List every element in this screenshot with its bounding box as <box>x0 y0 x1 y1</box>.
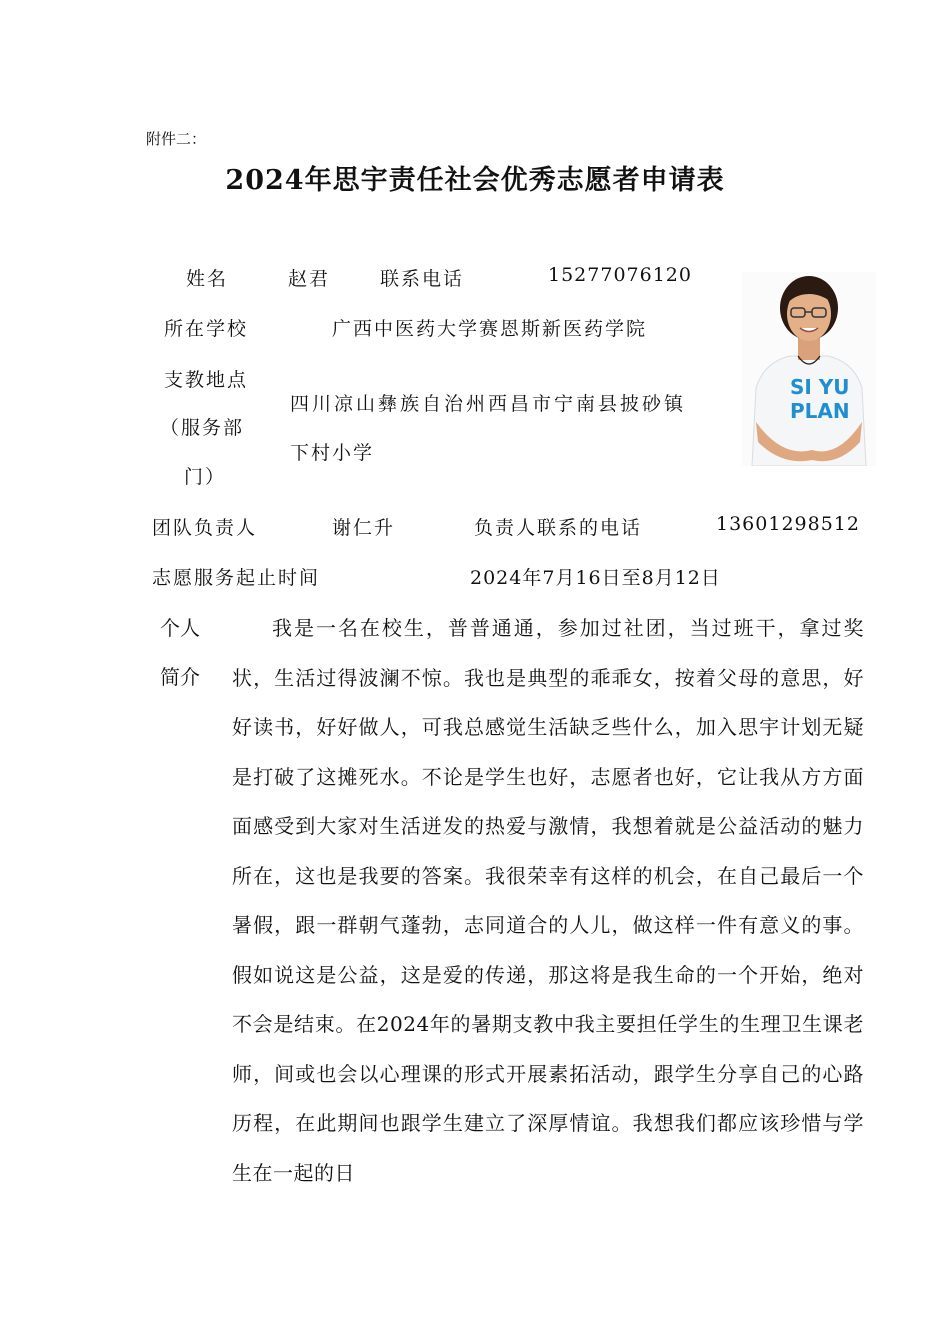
shirt-text-top: SI YU <box>790 375 850 399</box>
leader-value: 谢仁升 <box>332 517 396 539</box>
phone-value: 15277076120 <box>548 264 692 286</box>
name-value: 赵君 <box>288 268 331 290</box>
school-value: 广西中医药大学赛恩斯新医药学院 <box>332 318 648 340</box>
school-label: 所在学校 <box>164 318 249 340</box>
intro-text: 我是一名在校生，普普通通，参加过社团，当过班干，拿过奖状，生活过得波澜不惊。我也是典型的乖乖女，按着父母的意思，好好读书，好好做人，可我总感觉生活缺乏些什么，加入思宇计划无疑是打破了这摊死水。不论是学生也好，志愿者也好，它让我从方方面面感受到大家对生活迸发的热爱与激情，我想着就是公益活动的魅力所在，这也是我要的答案。我很荣幸有这样的机会，在自己最后一个暑假，跟一群朝气蓬勃，志同道合的人儿，做这样一件有意义的事。假如说这是公益，这是爱的传递，那这将是我生命的一个开始，绝对不会是结束。在2024年的暑期支教中我主要担任学生的生理卫生课老师，间或也会以心理课的形式开展素拓活动，跟学生分享自己的心路历程，在此期间也跟学生建立了深厚情谊。我想我们都应该珍惜与学生在一起的日 <box>232 616 864 1185</box>
location-label-cont: （服务部 <box>160 417 245 439</box>
location-value: 四川凉山彝族自治州西昌市宁南县披砂镇 <box>290 393 687 415</box>
intro-label: 个人 <box>160 616 200 640</box>
location-value-cont: 下村小学 <box>290 442 375 464</box>
page-title: 2024年思宇责任社会优秀志愿者申请表 <box>225 165 725 196</box>
location-label-end: 门） <box>184 466 227 488</box>
leader-phone-label: 负责人联系的电话 <box>474 517 643 539</box>
shirt-text-bottom: PLAN <box>790 399 850 423</box>
attachment-label: 附件二： <box>146 130 207 148</box>
applicant-photo <box>742 272 876 466</box>
location-label: 支教地点 <box>164 369 249 391</box>
period-label: 志愿服务起止时间 <box>152 567 321 589</box>
phone-label: 联系电话 <box>380 268 465 290</box>
period-value: 2024年7月16日至8月12日 <box>470 567 721 589</box>
name-label: 姓名 <box>186 268 229 290</box>
leader-label: 团队负责人 <box>152 517 258 539</box>
intro-label-cont: 简介 <box>160 665 200 689</box>
leader-phone-value: 13601298512 <box>716 513 860 535</box>
